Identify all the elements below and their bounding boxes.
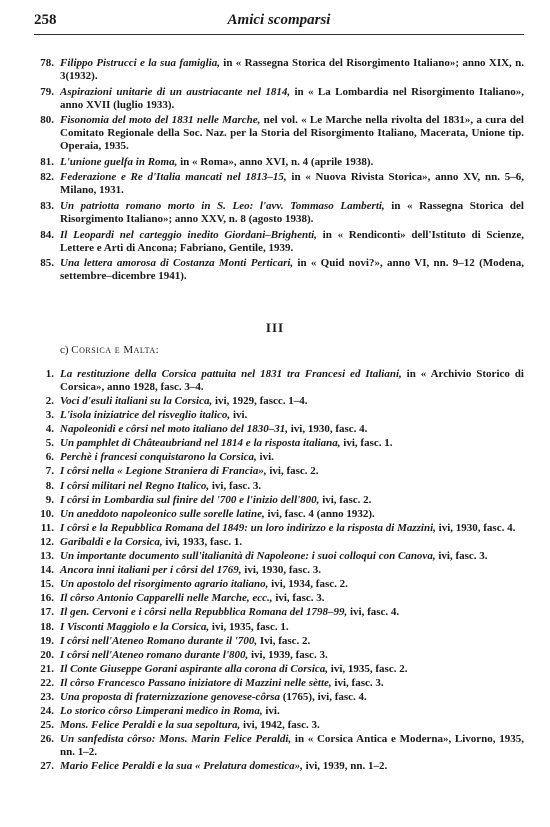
entry-title: Ancora inni italiani per i côrsi del 1769, — [60, 564, 242, 577]
bibliography-list-corsica — [30, 368, 524, 774]
entry-number: 18. — [40, 620, 54, 633]
entry-details: ivi. — [256, 451, 274, 464]
entry-details: Ivi, fasc. 2. — [257, 634, 311, 647]
bibliography-entry — [30, 550, 524, 563]
bibliography-entry — [30, 536, 524, 549]
bibliography-entry — [30, 451, 524, 464]
entry-details: ivi, 1942, fasc. 3. — [240, 719, 320, 732]
entry-title: I côrsi nella « Legione Straniera di Francia», — [60, 465, 267, 478]
entry-details: (1765), ivi, fasc. 4. — [280, 690, 367, 703]
entry-title: Mons. Felice Peraldi e la sua sepoltura, — [60, 719, 241, 732]
bibliography-entry — [30, 719, 524, 732]
bibliography-entry — [30, 423, 524, 436]
entry-title: La restituzione della Corsica pattuita nel 1831 tra Francesi ed Italiani, — [60, 368, 402, 380]
entry-number: 5. — [45, 437, 54, 450]
bibliography-entry — [30, 409, 524, 422]
entry-title: Lo storico côrso Limperani medico in Roma, — [60, 705, 263, 718]
bibliography-entry — [30, 114, 524, 153]
entry-title: Voci d'esuli italiani su la Corsica, — [60, 395, 213, 407]
entry-title: I côrsi nell'Ateneo Romano durante il '700, — [60, 634, 258, 647]
bibliography-entry — [30, 171, 524, 197]
entry-number: 26. — [40, 733, 54, 746]
entry-number: 80. — [40, 114, 54, 127]
entry-number: 13. — [40, 550, 54, 563]
entry-number: 4. — [45, 423, 54, 436]
entry-details: ivi. — [230, 409, 248, 422]
entry-details: ivi, 1939, fasc. 3. — [248, 648, 328, 661]
subsection-prefix: c) — [60, 344, 69, 356]
entry-title: I côrsi in Lombardia sul finire del '700 e l'inizio dell'800, — [60, 493, 320, 506]
entry-title: Il côrso Francesco Passano iniziatore di Mazzini nelle sètte, — [60, 676, 332, 689]
entry-number: 9. — [45, 493, 54, 506]
entry-number: 12. — [40, 535, 54, 548]
bibliography-entry — [30, 200, 524, 226]
entry-title: L'isola iniziatrice del risveglio italico, — [60, 409, 231, 422]
entry-number: 21. — [40, 662, 54, 675]
entry-title: Perchè i francesi conquistarono la Corsica, — [60, 451, 257, 464]
bibliography-entry — [30, 368, 524, 394]
bibliography-entry — [30, 508, 524, 521]
entry-title: Un patriotta romano morto in S. Leo: l'avv. Tommaso Lamberti, — [60, 200, 385, 213]
entry-details: ivi, 1933, fasc. 1. — [162, 535, 243, 548]
bibliography-entry — [30, 229, 524, 255]
entry-details: in « Corsica Antica e Moderna», Livorno, 1935, nn. 1–2. — [60, 733, 525, 759]
entry-number: 3. — [45, 409, 54, 422]
bibliography-entry — [30, 691, 524, 704]
bibliography-entry — [30, 564, 524, 577]
entry-number: 7. — [45, 465, 54, 478]
entry-details: ivi, 1935, fasc. 1. — [209, 620, 289, 633]
entry-details: in « Rassegna Storica del Risorgimento Italiano»; anno XXV, n. 8 (agosto 1938). — [60, 200, 524, 225]
entry-number: 20. — [40, 648, 54, 661]
entry-details: in « La Lombardia nel Risorgimento Italiano», anno XVII (luglio 1933). — [60, 85, 524, 111]
entry-number: 17. — [40, 606, 54, 619]
bibliography-entry — [30, 606, 524, 619]
entry-details: ivi, 1930, fasc. 3. — [241, 564, 321, 577]
bibliography-entry — [30, 705, 524, 718]
entry-details: ivi, fasc. 2. — [319, 493, 372, 506]
page-header — [34, 12, 524, 36]
entry-number: 10. — [40, 507, 54, 520]
subsection-heading — [60, 344, 159, 356]
bibliography-entry — [30, 760, 524, 773]
bibliography-entry — [30, 677, 524, 690]
bibliography-entry — [30, 578, 524, 591]
bibliography-entry — [30, 522, 524, 535]
bibliography-list-top — [30, 57, 524, 286]
bibliography-entry — [30, 663, 524, 676]
entry-number: 8. — [45, 479, 54, 492]
entry-number: 85. — [40, 257, 54, 270]
bibliography-entry — [30, 480, 524, 493]
bibliography-entry — [30, 57, 524, 83]
page-number: 258 — [34, 12, 57, 28]
entry-details: ivi, fasc. 3. — [272, 592, 325, 605]
entry-details: ivi, fasc. 4. — [347, 606, 400, 619]
entry-title: I Visconti Maggiolo e la Corsica, — [60, 620, 210, 633]
entry-title: Federazione e Re d'Italia mancati nel 1813–15, — [60, 171, 287, 184]
bibliography-entry — [30, 494, 524, 507]
section-numeral: III — [265, 320, 285, 335]
entry-title: Mario Felice Peraldi e la sua « Prelatura domestica», — [60, 760, 303, 773]
bibliography-entry — [30, 257, 524, 283]
entry-details: ivi, fasc. 3. — [435, 550, 488, 563]
entry-details: ivi, 1934, fasc. 2. — [268, 578, 348, 591]
entry-title: I côrsi e la Repubblica Romana del 1849: un loro indirizzo e la risposta di Mazzini, — [60, 521, 436, 534]
entry-title: Una lettera amorosa di Costanza Monti Perticari, — [60, 257, 294, 270]
entry-details: ivi, fasc. 3. — [331, 676, 384, 689]
header-rule — [34, 34, 524, 35]
bibliography-entry — [30, 649, 524, 662]
entry-title: Un pamphlet di Châteaubriand nel 1814 e la risposta italiana, — [60, 437, 341, 450]
entry-number: 6. — [45, 451, 54, 464]
entry-details: ivi, 1935, fasc. 2. — [328, 662, 408, 675]
entry-title: Il gen. Cervoni e i côrsi nella Repubblica Romana del 1798–99, — [60, 606, 348, 619]
entry-number: 83. — [40, 200, 54, 213]
entry-details: ivi, fasc. 4 (anno 1932). — [264, 507, 375, 520]
entry-details: ivi, 1930, fasc. 4. — [287, 423, 368, 436]
entry-number: 24. — [40, 705, 54, 718]
entry-number: 22. — [40, 676, 54, 689]
entry-details: ivi, 1930, fasc. 4. — [435, 521, 516, 534]
entry-title: Fisonomia del moto del 1831 nelle Marche, — [60, 114, 261, 127]
entry-number: 19. — [40, 634, 54, 647]
entry-details: ivi, 1939, nn. 1–2. — [302, 760, 388, 773]
entry-title: Garibaldi e la Corsica, — [60, 535, 163, 548]
entry-title: Il Conte Giuseppe Gorani aspirante alla corona di Corsica, — [60, 662, 329, 675]
entry-title: I côrsi nell'Ateneo romano durante l'800, — [60, 648, 249, 661]
entry-details: in « Rendiconti» dell'Istituto di Scienze, Lettere e Arti di Ancona; Fabriano, Gentile, 1939. — [60, 228, 524, 254]
entry-number: 16. — [40, 592, 54, 605]
bibliography-entry — [30, 437, 524, 450]
entry-title: Una proposta di fraternizzazione genovese-côrsa — [60, 690, 281, 703]
entry-title: Filippo Pistrucci e la sua famiglia, — [60, 57, 220, 69]
bibliography-entry — [30, 621, 524, 634]
entry-details: ivi, fasc. 1. — [340, 437, 393, 450]
entry-details: ivi, fasc. 2. — [266, 465, 319, 478]
entry-title: Napoleonidi e côrsi nel moto italiano del 1830–31, — [60, 423, 288, 436]
bibliography-entry — [30, 733, 524, 759]
entry-title: L'unione guelfa in Roma, — [60, 155, 178, 168]
entry-details: ivi, 1929, fascc. 1–4. — [212, 395, 308, 407]
entry-details: in « Archivio Storico di Corsica», anno 1928, fasc. 3–4. — [60, 368, 524, 393]
entry-details: in « Nuova Rivista Storica», anno XV, nn. 5–6, Milano, 1931. — [60, 171, 524, 197]
entry-details: in « Rassegna Storica del Risorgimento Italiano»; anno XIX, n. 3(1932). — [60, 57, 525, 82]
entry-title: Aspirazioni unitarie di un austriacante nel 1814, — [60, 85, 291, 98]
entry-details: in « Quid novi?», anno VI, nn. 9–12 (Modena, settembre–dicembre 1941). — [60, 257, 524, 283]
entry-number: 78. — [40, 57, 54, 69]
entry-details: in « Roma», anno XVI, n. 4 (aprile 1938). — [177, 155, 374, 168]
entry-number: 25. — [40, 719, 54, 732]
entry-number: 2. — [45, 395, 54, 407]
entry-number: 27. — [40, 760, 54, 773]
bibliography-entry — [30, 465, 524, 478]
entry-title: Un aneddoto napoleonico sulle sorelle latine, — [60, 507, 265, 520]
bibliography-entry — [30, 592, 524, 605]
bibliography-entry — [30, 86, 524, 112]
entry-details: nel vol. « Le Marche nella rivolta del 1831», a cura del Comitato Regionale della Soc. Naz. per la Storia del Risorgimento Italiano, Macerata, Unione tip. Operaia, 1935. — [60, 114, 524, 153]
entry-title: Un apostolo del risorgimento agrario italiano, — [60, 578, 269, 591]
entry-title: Il Leopardi nel carteggio inedito Giordani–Brighenti, — [60, 228, 317, 241]
entry-title: Un sanfedista côrso: Mons. Marin Felice Peraldi, — [60, 733, 292, 746]
bibliography-entry — [30, 156, 524, 169]
entry-number: 81. — [40, 155, 54, 168]
running-title: Amici scomparsi — [227, 12, 331, 28]
subsection-title: Corsica e Malta: — [71, 344, 160, 356]
entry-number: 15. — [40, 578, 54, 591]
bibliography-entry — [30, 395, 524, 408]
entry-title: Il côrso Antonio Capparelli nelle Marche, ecc., — [60, 592, 273, 605]
entry-details: ivi. — [262, 705, 280, 718]
bibliography-entry — [30, 635, 524, 648]
entry-number: 84. — [40, 228, 54, 241]
entry-number: 11. — [40, 521, 54, 534]
entry-title: I côrsi militari nel Regno Italico, — [60, 479, 210, 492]
entry-number: 82. — [40, 171, 54, 184]
entry-number: 14. — [40, 564, 54, 577]
entry-number: 1. — [45, 368, 54, 380]
entry-number: 79. — [40, 85, 54, 98]
entry-title: Un importante documento sull'italianità di Napoleone: i suoi colloqui con Canova, — [60, 550, 436, 563]
entry-details: ivi, fasc. 3. — [209, 479, 262, 492]
entry-number: 23. — [40, 690, 54, 703]
